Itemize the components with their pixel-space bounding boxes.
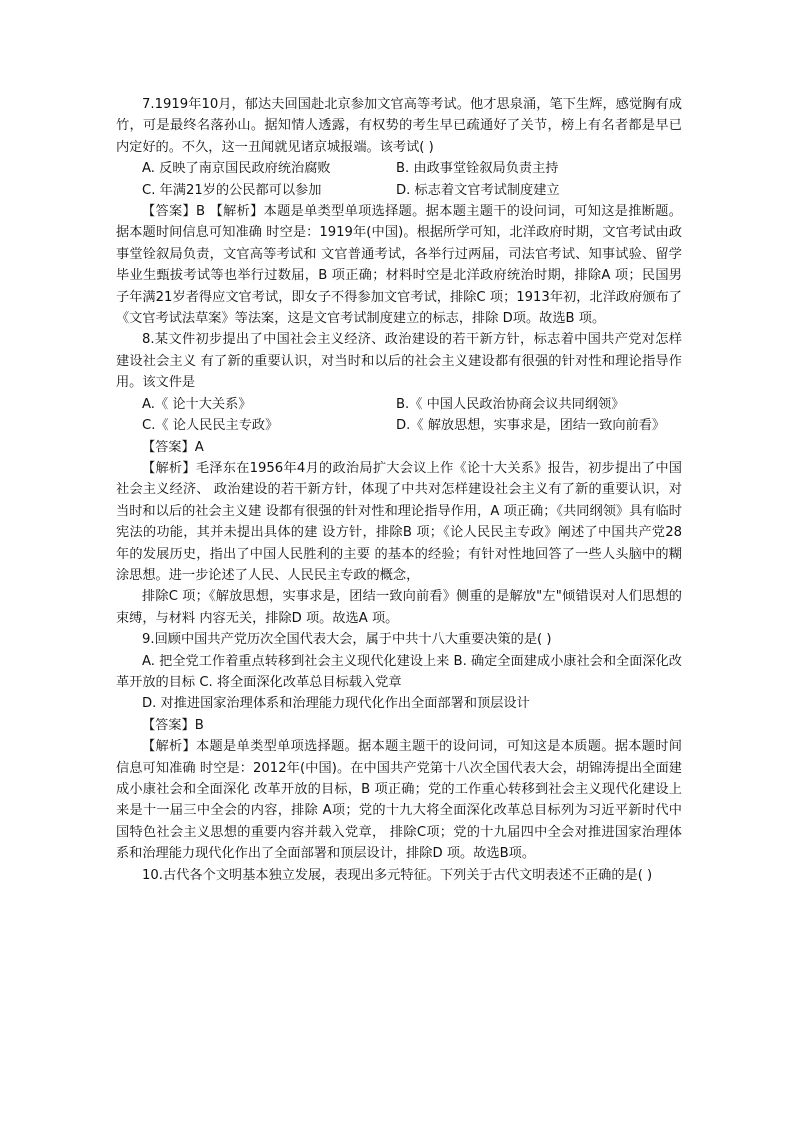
question-8-analysis: 【解析】毛泽东在1956年4月的政治局扩大会议上作《论十大关系》报告，初步提出了中国社会主义经济、 政治建设的若干新方针，体现了中共对怎样建设社会主义有了新的重要认识，对当时和以后的社会主义建 设都有很强的针对性和理论指导作用，A 项正确；《共同纲领》具有临时宪法的功能，其并未提出具体的建 设方针，排除B 项；《论人民民主专政》阐述了中国共产党28年的发展历史，指出了中国人民胜利的主要 的基本的经验；有针对性地回答了一些人头脑中的糊涂思想。进一步论述了人民、人民民主专政的概念， [116,460,682,583]
question-8-option-a: A.《 论十大关系》 [142,396,252,412]
question-7-option-d: D. 标志着文官考试制度建立 [396,182,560,198]
question-9-answer: 【答案】B [142,717,204,733]
question-9-stem: 9.回顾中国共产党历次全国代表大会，属于中共十八大重要决策的是( ) [142,632,552,648]
question-7-answer: 【答案】B 【解析】本题是单类型单项选择题。据本题主题干的设问词，可知这是推断题。据本题时间信息可知准确 时空是：1919年(中国)。根据所学可知，北洋政府时期，文官考试由政事堂铨叙局负责，文官高等考试和 文官普通考试，各举行过两届，司法官考试、知事试验、留学毕业生甄拔考试等也举行过数届，B 项正确；材料时空是北洋政府统治时期，排除A 项；民国男子年满21岁者得应文官考试，即女子不得参加文官考试，排除C 项；1913年初，北洋政府颁布了《文官考试法草案》等法案，这是文官考试制度建立的标志，排除 D项。故选B 项。 [116,204,682,327]
question-8-option-c: C.《 论人民民主专政》 [142,418,279,434]
question-8-analysis-continued: 排除C 项；《解放思想，实事求是，团结一致向前看》侧重的是解放"左"倾错误对人们思想的束缚，与材料 内容无关，排除D 项。故选A 项。 [116,589,682,626]
question-7-options-row-2 [116,180,682,201]
question-7-option-a: A. 反映了南京国民政府统治腐败 [142,161,331,177]
document-body [116,94,682,886]
question-8-option-d: D.《 解放思想，实事求是，团结一致向前看》 [396,418,666,434]
question-8-answer: 【答案】A [142,439,204,455]
question-9-analysis: 【解析】本题是单类型单项选择题。据本题主题干的设问词，可知这是本质题。据本题时间信息可知准确 时空是：2012年(中国)。在中国共产党第十八次全国代表大会，胡锦涛提出全面建成小康社会和全面深化 改革开放的目标，B 项正确；党的工作重心转移到社会主义现代化建设上来是十一届三中全会的内容，排除 A项；党的十九大将全面深化改革总目标列为习近平新时代中国特色社会主义思想的重要内容并载入党章， 排除C项；党的十九届四中全会对推进国家治理体系和治理能力现代化作出了全面部署和顶层设计，排除D 项。故选B项。 [116,739,682,862]
question-8-options-row-2 [116,415,682,436]
question-7-option-b: B. 由政事堂铨叙局负责主持 [396,161,559,177]
question-8-option-b: B.《 中国人民政治协商会议共同纲领》 [396,396,625,412]
question-7-stem: 7.1919年10月，郁达夫回国赴北京参加文官高等考试。他才思泉涌，笔下生辉，感觉胸有成竹，可是最终名落孙山。据知情人透露，有权势的考生早已疏通好了关节，榜上有名者都是早已内定好的。不久，这一丑闻就见诸京城报端。该考试( ) [116,97,682,155]
question-8-stem: 8.某文件初步提出了中国社会主义经济、政治建设的若干新方针，标志着中国共产党对怎样建设社会主义 有了新的重要认识，对当时和以后的社会主义建设都有很强的针对性和理论指导作用。该文件是 [116,332,682,391]
question-9-option-d: D. 对推进国家治理体系和治理能力现代化作出全面部署和顶层设计 [142,696,530,712]
question-8-options-row-1 [116,394,682,415]
question-9-options-abc: A. 把全党工作着重点转移到社会主义现代化建设上来 B. 确定全面建成小康社会和全面深化改革开放的目标 C. 将全面深化改革总目标载入党章 [116,653,682,690]
question-10-stem: 10.古代各个文明基本独立发展，表现出多元特征。下列关于古代文明表述不正确的是( ) [142,867,653,883]
question-7-option-c: C. 年满21岁的公民都可以参加 [142,182,322,198]
question-7-options-row-1 [116,158,682,179]
